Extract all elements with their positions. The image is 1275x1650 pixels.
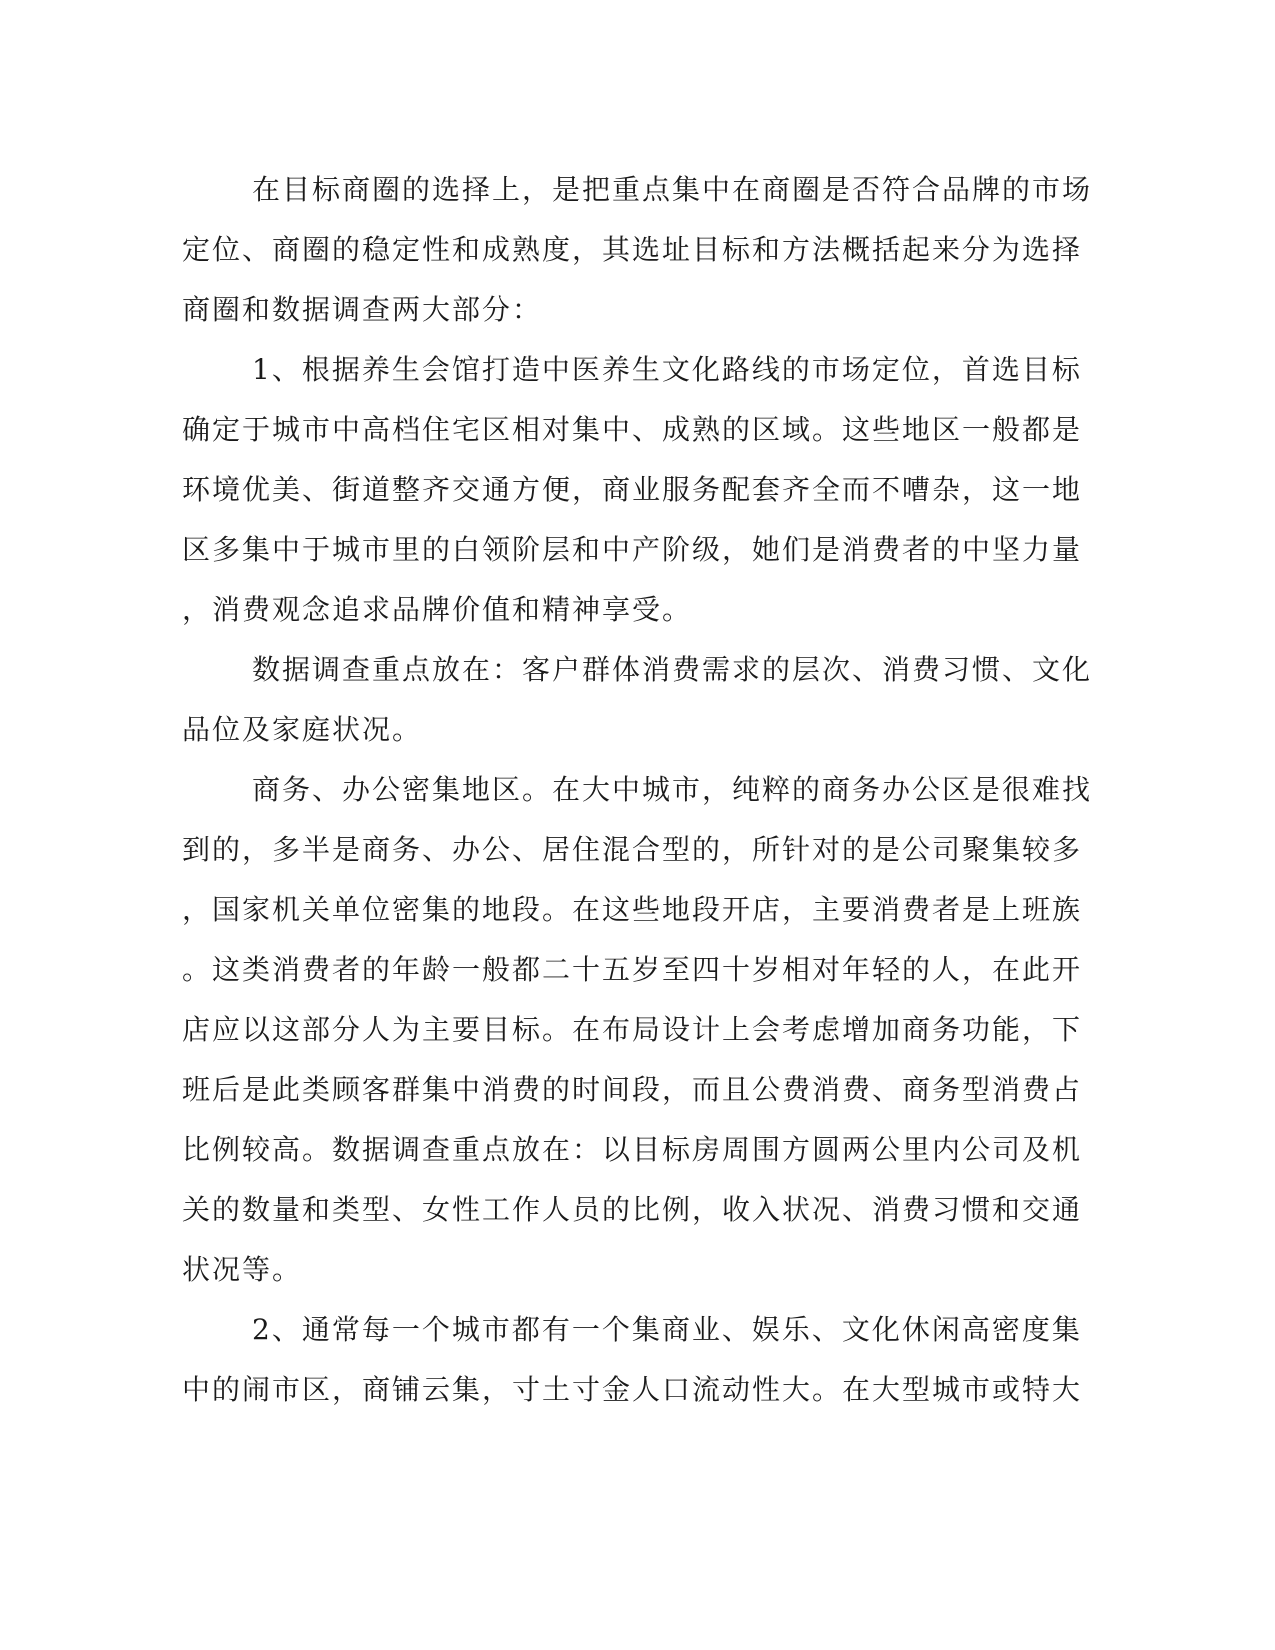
- text-line: 在目标商圈的选择上，是把重点集中在商圈是否符合品牌的市场: [252, 173, 1093, 206]
- paragraph-residential-area: [182, 340, 1083, 640]
- text-line: 商圈和数据调查两大部分：: [182, 293, 543, 326]
- text-line: 状况等。: [182, 1253, 303, 1286]
- text-line: 环境优美、街道整齐交通方便，商业服务配套齐全而不嘈杂，这一地: [182, 473, 1083, 506]
- text-line: 班后是此类顾客群集中消费的时间段，而且公费消费、商务型消费占: [182, 1073, 1083, 1106]
- text-line: 1、根据养生会馆打造中医养生文化路线的市场定位，首选目标: [252, 353, 1082, 386]
- text-line: 比例较高。数据调查重点放在：以目标房周围方圆两公里内公司及机: [182, 1133, 1083, 1166]
- text-line: 关的数量和类型、女性工作人员的比例，收入状况、消费习惯和交通: [182, 1193, 1083, 1226]
- text-line: 数据调查重点放在：客户群体消费需求的层次、消费习惯、文化: [252, 653, 1093, 686]
- text-line: ，国家机关单位密集的地段。在这些地段开店，主要消费者是上班族: [182, 893, 1083, 926]
- text-line: 品位及家庭状况。: [182, 713, 423, 746]
- paragraph-residential-survey: [182, 640, 1093, 760]
- text-line: 区多集中于城市里的白领阶层和中产阶级，她们是消费者的中坚力量: [182, 533, 1083, 566]
- document-body: [182, 160, 1093, 1420]
- text-line: 商务、办公密集地区。在大中城市，纯粹的商务办公区是很难找: [252, 773, 1093, 806]
- paragraph-downtown-area: [182, 1300, 1083, 1420]
- text-line: 。这类消费者的年龄一般都二十五岁至四十岁相对年轻的人，在此开: [182, 953, 1083, 986]
- paragraph-site-selection-intro: [182, 160, 1093, 340]
- text-line: 店应以这部分人为主要目标。在布局设计上会考虑增加商务功能，下: [182, 1013, 1083, 1046]
- paragraph-business-office-area: [182, 760, 1093, 1300]
- text-line: 2、通常每一个城市都有一个集商业、娱乐、文化休闲高密度集: [252, 1313, 1082, 1346]
- text-line: 到的，多半是商务、办公、居住混合型的，所针对的是公司聚集较多: [182, 833, 1083, 866]
- text-line: ，消费观念追求品牌价值和精神享受。: [182, 593, 693, 626]
- text-line: 中的闹市区，商铺云集，寸土寸金人口流动性大。在大型城市或特大: [182, 1373, 1083, 1406]
- text-line: 确定于城市中高档住宅区相对集中、成熟的区域。这些地区一般都是: [182, 413, 1083, 446]
- text-line: 定位、商圈的稳定性和成熟度，其选址目标和方法概括起来分为选择: [182, 233, 1083, 266]
